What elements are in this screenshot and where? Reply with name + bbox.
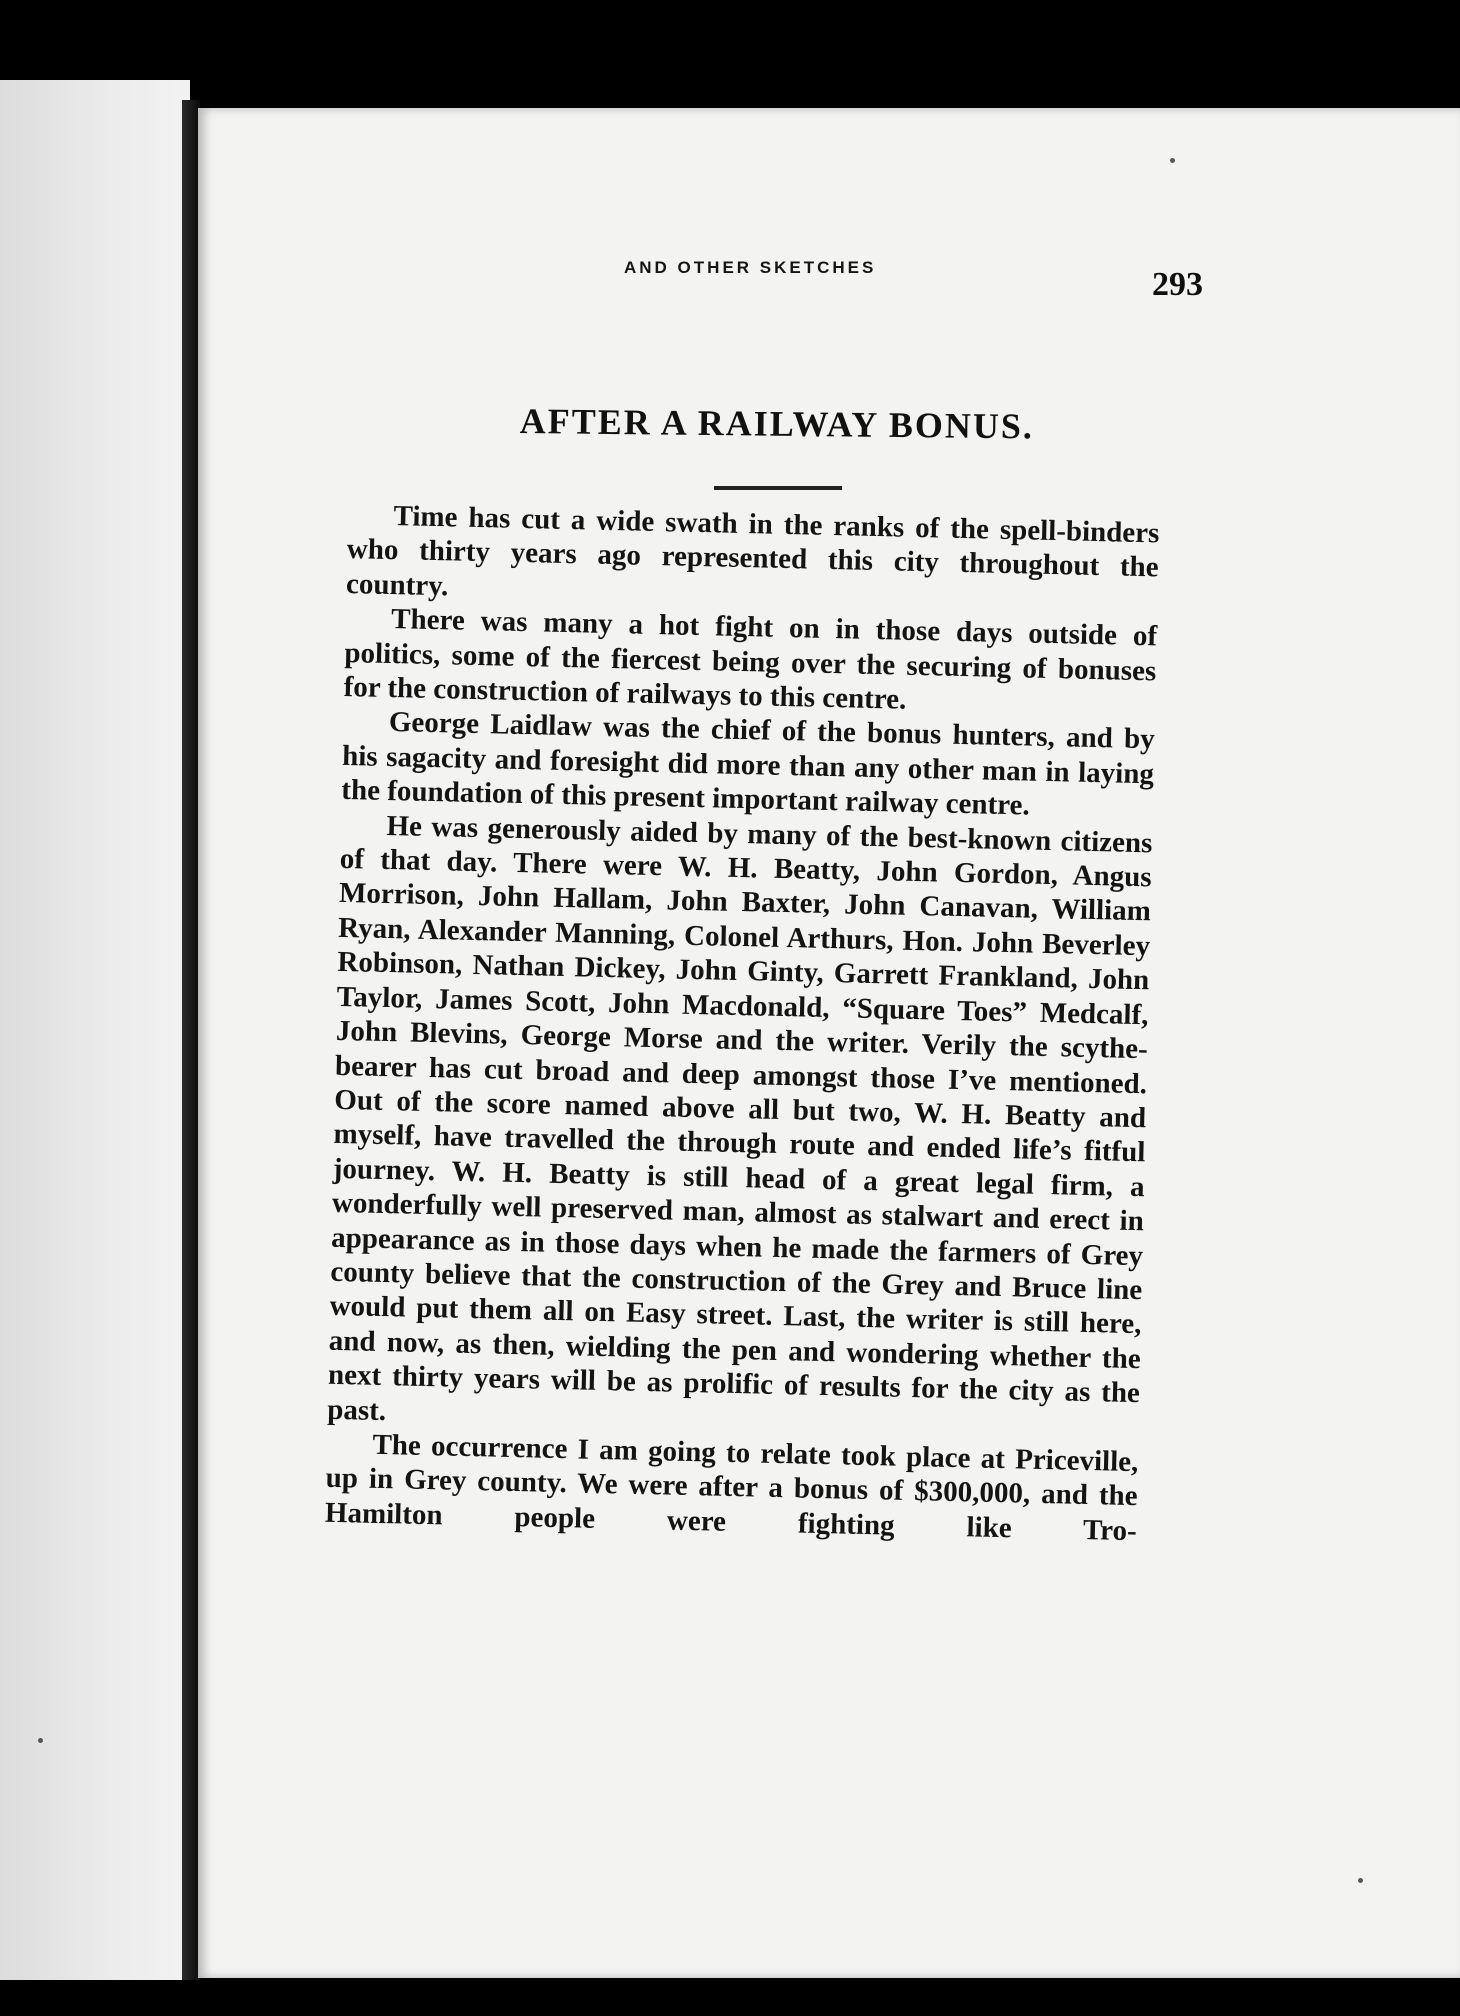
page-speck xyxy=(38,1738,43,1743)
paragraph: There was many a hot fight on in those days outside of politics, some of the fiercest being over the securing of bonuses for the construction of railways to this centre. xyxy=(343,603,1158,716)
title-rule xyxy=(714,486,842,490)
paragraph: Time has cut a wide swath in the ranks of the spell-binders who thirty years ago represented this city throughout the country. xyxy=(345,500,1160,603)
page-number: 293 xyxy=(1152,266,1203,303)
paragraph: George Laidlaw was the chief of the bonus hunters, and by his sagacity and foresight did more than any other man in laying the foundation of this present important railway centre. xyxy=(341,706,1156,822)
paragraph: He was generously aided by many of the best-known citizens of that day. There were W. H. Beatty, John Gordon, Angus Morrison, John Hallam, John Baxter, John Canavan, William Ryan, Alexander Manning, Colonel Arthurs, Hon. John Beverley Robinson, Nathan Dickey, John Ginty, Garrett Frankland, John Taylor, James Scott, John Macdonald, “Square Toes” Medcalf, John Blevins, George Morse and the writer. Verily the scythe-bearer has cut broad and deep amongst those I’ve mentioned. Out of the score named above all but two, W. H. Beatty and myself, have travelled the through route and ended life’s fitful journey. W. H. Beatty is still head of a great legal firm, a wonderfully well preserved man, almost as stalwart and erect in appearance as in those days when he made the farmers of Grey county believe that the construction of the Grey and Bruce line would put them all on Easy street. Last, the writer is still here, and now, as then, wielding the pen and wondering whether the next thirty years will be as prolific of results for the city as the past. xyxy=(326,809,1153,1427)
body-text xyxy=(325,498,1160,1548)
paragraph: The occurrence I am going to relate took place at Priceville, up in Grey county. We were after a bonus of $300,000, and the Hamilton people were fighting like Tro- xyxy=(324,1428,1139,1547)
page-speck xyxy=(1358,1878,1363,1883)
running-head: AND OTHER SKETCHES xyxy=(624,258,877,277)
page-speck xyxy=(1170,158,1175,163)
facing-page xyxy=(0,80,190,1980)
chapter-title: AFTER A RAILWAY BONUS. xyxy=(519,400,1035,447)
